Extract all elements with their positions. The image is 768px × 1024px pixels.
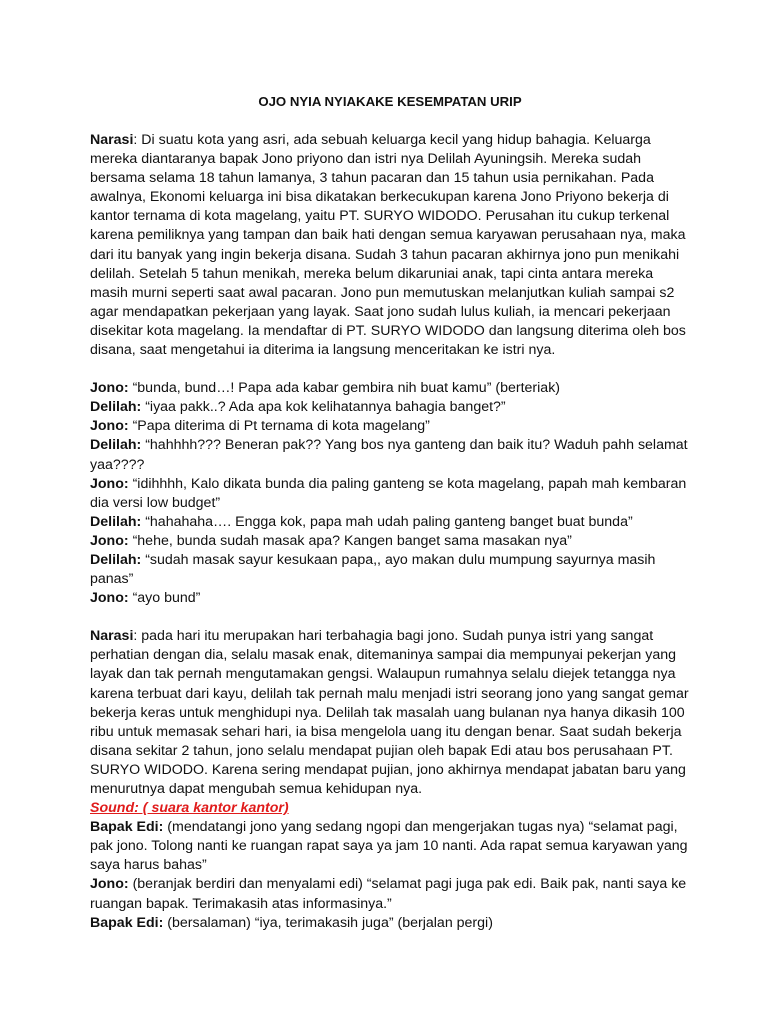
dialogue-text: “sudah masak sayur kesukaan papa,, ayo makan dulu mumpung sayurnya masih panas” [90,551,656,588]
speaker-label: Delilah: [90,437,142,454]
dialogue-line [90,398,690,417]
dialogue-line [90,551,690,589]
speaker-label: Jono: [90,418,129,435]
speaker-label: Delilah: [90,399,142,416]
speaker-label: Jono: [90,380,129,397]
dialogue-text: “iyaa pakk..? Ada apa kok kelihatannya bahagia banget?” [141,399,506,416]
document-page [90,93,690,933]
dialogue-line [90,436,690,474]
narration-text: : pada hari itu merupakan hari terbahagia bagi jono. Sudah punya istri yang sangat perhatian dengan dia, selalu masak enak, ditemaninya sampai dia mempunyai pekerjan yang layak dan tak pernah mengutamakan gengsi. Walaupun rumahnya selalu diejek tetangga nya karena terbuat dari kayu, delilah tak pernah malu menjadi istri seorang jono yang sangat gemar bekerja keras untuk menghidupi nya. Delilah tak masalah uang bulanan nya hanya dikasih 100 ribu untuk memasak sehari hari, ia bisa mengelola uang itu dengan benar. Saat sudah bekerja disana sekitar 2 tahun, jono selalu mendapat pujian oleh bapak Edi atau bos perusahaan PT. SURYO WIDODO. Karena sering mendapat pujian, jono akhirnya mendapat jabatan baru yang menurutnya dapat mengubah semua kehidupan nya. [90,628,689,797]
dialogue-text: (beranjak berdiri dan menyalami edi) “selamat pagi juga pak edi. Baik pak, nanti saya ke ruangan bapak. Terimakasih atas informasinya.” [90,876,687,912]
narration-text: : Di suatu kota yang asri, ada sebuah keluarga kecil yang hidup bahagia. Keluarga mereka diantaranya bapak Jono priyono dan istri nya Delilah Ayuningsih. Mereka sudah bersama selama 18 tahun lamanya, 3 tahun pacaran dan 15 tahun usia pernikahan. Pada awalnya, Ekonomi keluarga ini bisa dikatakan berkecukupan karena Jono Priyono bekerja di kantor ternama di kota magelang, yaitu PT. SURYO WIDODO. Perusahan itu cukup terkenal karena pemiliknya yang tampan dan baik hati dengan semua karyawan perusahaan nya, maka dari itu banyak yang ingin bekerja disana. Sudah 3 tahun pacaran akhirnya jono pun menikahi delilah. Setelah 5 tahun menikah, mereka belum dikaruniai anak, tapi cinta antara mereka masih murni seperti saat awal pacaran. Jono pun memutuskan melanjutkan kuliah sampai s2 agar mendapatkan pekerjaan yang layak. Saat jono sudah lulus kuliah, ia mencari pekerjaan disekitar kota magelang. Ia mendaftar di PT. SURYO WIDODO dan langsung diterima oleh bos disana, saat mengetahui ia diterima ia langsung menceritakan ke istri nya. [90,132,686,359]
dialogue-text: “idihhhh, Kalo dikata bunda dia paling ganteng se kota magelang, papah mah kembaran dia versi low budget” [90,475,687,511]
dialogue-text: (bersalaman) “iya, terimakasih juga” (berjalan pergi) [163,914,493,931]
speaker-label: Delilah: [90,513,142,530]
narration-paragraph-1 [90,131,690,360]
dialogue-line [90,417,690,436]
dialogue-text: (mendatangi jono yang sedang ngopi dan mengerjakan tugas nya) “selamat pagi, pak jono. Tolong nanti ke ruangan rapat saya ya jam 10 nanti. Ada rapat semua karyawan yang saya harus bahas” [90,819,688,874]
dialogue-block-2 [90,818,690,933]
speaker-label: Narasi [90,132,134,148]
dialogue-line [90,513,690,532]
speaker-label: Bapak Edi: [90,819,164,836]
speaker-label: Jono: [90,475,129,492]
dialogue-text: “bunda, bund…! Papa ada kabar gembira nih buat kamu” (berteriak) [128,380,561,397]
speaker-label: Jono: [90,876,129,893]
dialogue-line [90,914,690,933]
speaker-label: Jono: [90,590,129,607]
dialogue-text: “hahahaha…. Engga kok, papa mah udah paling ganteng banget buat bunda” [141,513,633,530]
speaker-label: Delilah: [90,551,142,568]
sound-cue: Sound: ( suara kantor kantor) [90,800,289,817]
speaker-label: Bapak Edi: [90,914,164,931]
speaker-label: Jono: [90,532,129,549]
dialogue-line [90,875,690,913]
dialogue-text: “hehe, bunda sudah masak apa? Kangen banget sama masakan nya” [128,532,572,549]
document-title: OJO NYIA NYIAKAKE KESEMPATAN URIP [258,94,522,109]
dialogue-block-1 [90,379,690,608]
dialogue-line [90,532,690,551]
dialogue-line [90,475,690,513]
dialogue-line [90,818,690,875]
narration-paragraph-2 [90,627,690,799]
dialogue-text: “hahhhh??? Beneran pak?? Yang bos nya ganteng dan baik itu? Waduh pahh selamat yaa???? [90,437,688,473]
dialogue-text: “Papa diterima di Pt ternama di kota magelang” [128,418,430,435]
dialogue-line [90,379,690,398]
dialogue-text: “ayo bund” [128,590,201,607]
dialogue-line [90,589,690,608]
speaker-label: Narasi [90,628,134,645]
